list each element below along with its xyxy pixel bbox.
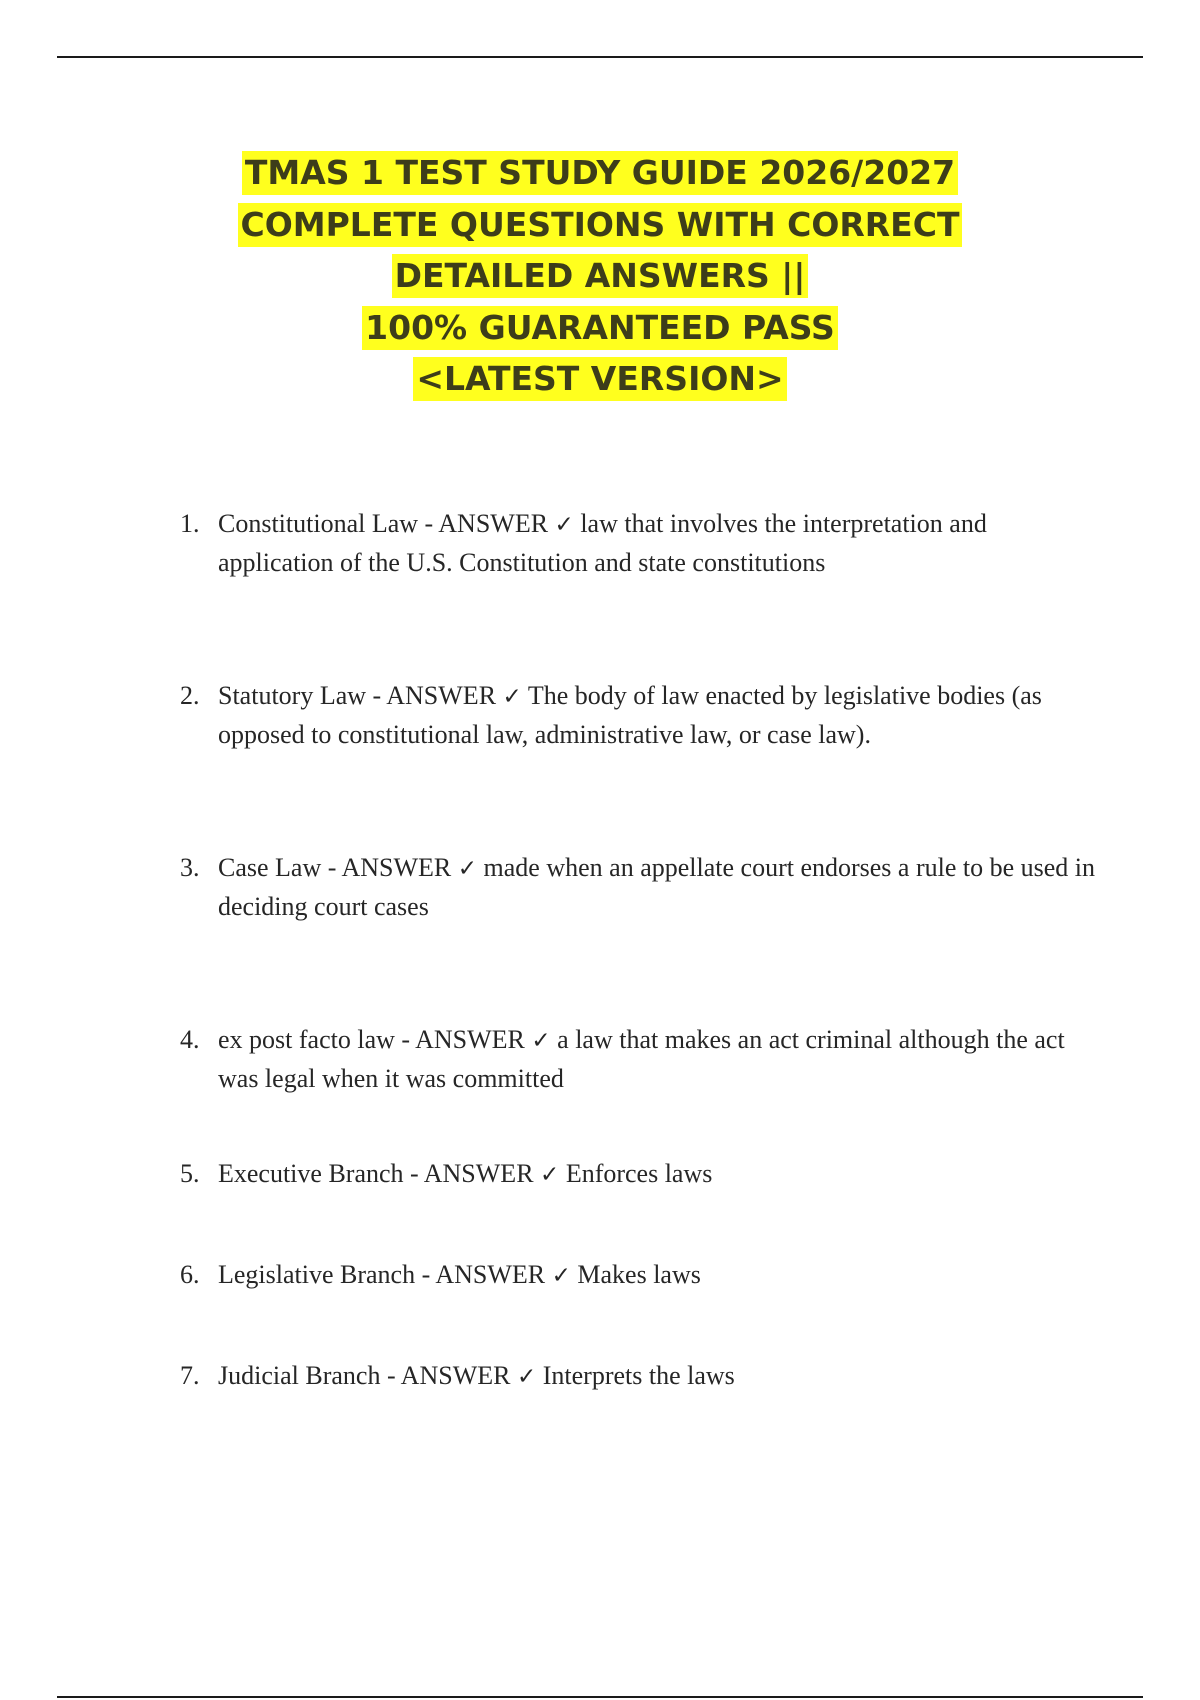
qa-definition: law that involves the interpretation and application of the U.S. Constitution and state constitutions (218, 509, 987, 577)
qa-number: 3. (180, 853, 200, 882)
qa-number: 6. (180, 1260, 200, 1289)
title-line-text: DETAILED ANSWERS || (392, 254, 809, 298)
qa-definition: Makes laws (577, 1260, 701, 1289)
qa-item (180, 849, 1100, 925)
title-line-text: TMAS 1 TEST STUDY GUIDE 2026/2027 (242, 151, 958, 195)
checkmark-icon: ✓ (540, 1162, 560, 1188)
qa-term: Case Law (218, 853, 322, 882)
qa-text (218, 1025, 1065, 1093)
title-line (0, 199, 1200, 251)
qa-item (180, 505, 1100, 581)
title-line (0, 353, 1200, 405)
qa-number: 1. (180, 509, 200, 538)
document-title (0, 147, 1200, 405)
qa-number: 5. (180, 1159, 200, 1188)
answer-label: - ANSWER (380, 1361, 517, 1390)
answer-label: - ANSWER (321, 853, 458, 882)
title-line (0, 147, 1200, 199)
qa-text (218, 1159, 712, 1188)
qa-number: 7. (180, 1361, 200, 1390)
answer-label: - ANSWER (415, 1260, 552, 1289)
checkmark-icon: ✓ (502, 684, 522, 710)
qa-definition: a law that makes an act criminal although the act was legal when it was committed (218, 1025, 1065, 1093)
qa-text (218, 681, 1042, 749)
answer-label: - ANSWER (403, 1159, 541, 1188)
answer-label: - ANSWER (418, 509, 555, 538)
qa-term: Legislative Branch (218, 1260, 416, 1289)
qa-text (218, 853, 1095, 921)
title-line (0, 250, 1200, 302)
qa-text (218, 1260, 701, 1289)
qa-definition: The body of law enacted by legislative bodies (as opposed to constitutional law, administrative law, or case law). (218, 681, 1042, 749)
qa-text (218, 509, 987, 577)
qa-definition: Interprets the laws (542, 1361, 735, 1390)
checkmark-icon: ✓ (531, 1028, 551, 1054)
qa-definition: Enforces laws (565, 1159, 713, 1188)
qa-definition: made when an appellate court endorses a rule to be used in deciding court cases (218, 853, 1096, 921)
qa-term: Constitutional Law (218, 509, 419, 538)
bottom-divider (57, 1696, 1143, 1698)
title-line (0, 302, 1200, 354)
top-divider (57, 56, 1143, 58)
title-line-text: COMPLETE QUESTIONS WITH CORRECT (238, 203, 963, 247)
checkmark-icon: ✓ (457, 856, 478, 882)
checkmark-icon: ✓ (554, 512, 574, 538)
qa-item (180, 677, 1100, 753)
qa-number: 2. (180, 681, 200, 710)
answer-label: - ANSWER (366, 681, 503, 710)
title-line-text: 100% GUARANTEED PASS (362, 306, 838, 350)
qa-item (180, 1155, 1100, 1194)
question-answer-list (180, 505, 1100, 1396)
checkmark-icon: ✓ (551, 1263, 571, 1289)
qa-item (180, 1256, 1100, 1295)
qa-term: Statutory Law (218, 681, 367, 710)
answer-label: - ANSWER (394, 1025, 532, 1054)
checkmark-icon: ✓ (516, 1364, 537, 1390)
qa-item (180, 1357, 1100, 1396)
title-line-text: <LATEST VERSION> (413, 357, 786, 401)
qa-term: Executive Branch (218, 1159, 404, 1188)
qa-number: 4. (180, 1025, 200, 1054)
qa-term: ex post facto law (218, 1025, 395, 1054)
qa-term: Judicial Branch (218, 1361, 381, 1390)
qa-item (180, 1021, 1100, 1097)
qa-text (218, 1361, 735, 1390)
